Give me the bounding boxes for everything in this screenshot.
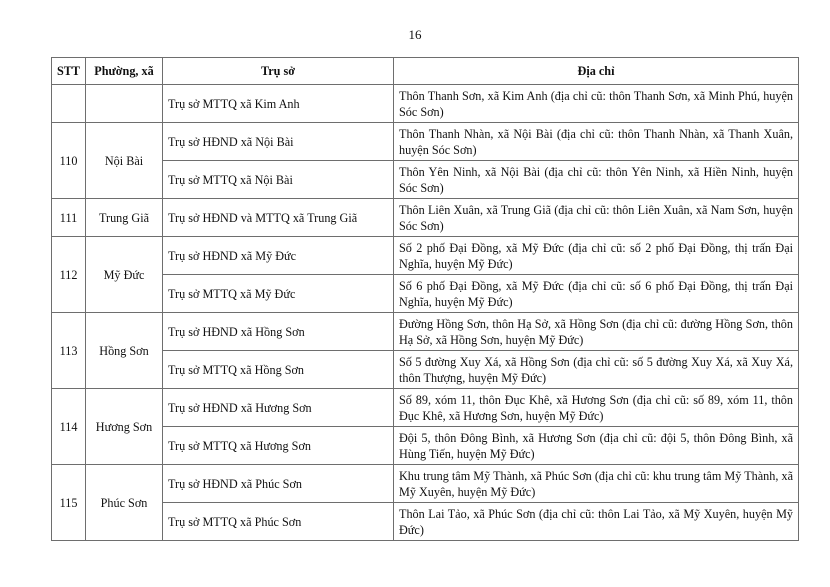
ward-cell: Phúc Sơn	[86, 465, 163, 541]
headquarters-cell: Trụ sở HĐND xã Hương Sơn	[163, 389, 394, 427]
headquarters-cell: Trụ sở MTTQ xã Kim Anh	[163, 85, 394, 123]
table-row	[52, 237, 799, 275]
headquarters-cell: Trụ sở MTTQ xã Phúc Sơn	[163, 503, 394, 541]
header-ward: Phường, xã	[86, 58, 163, 85]
table-row	[52, 427, 799, 465]
headquarters-cell: Trụ sở HĐND và MTTQ xã Trung Giã	[163, 199, 394, 237]
address-cell: Số 6 phố Đại Đồng, xã Mỹ Đức (địa chỉ cũ: số 6 phố Đại Đồng, thị trấn Đại Nghĩa, huyện Mỹ Đức)	[394, 275, 799, 313]
table-row	[52, 389, 799, 427]
address-cell: Đường Hồng Sơn, thôn Hạ Sở, xã Hồng Sơn (địa chỉ cũ: đường Hồng Sơn, thôn Hạ Sở, xã Hồng Sơn, huyện Mỹ Đức)	[394, 313, 799, 351]
table-row	[52, 465, 799, 503]
address-cell: Đội 5, thôn Đông Bình, xã Hương Sơn (địa chỉ cũ: đội 5, thôn Đông Bình, xã Hùng Tiến, huyện Mỹ Đức)	[394, 427, 799, 465]
ward-cell: Hồng Sơn	[86, 313, 163, 389]
table-row	[52, 85, 799, 123]
address-cell: Thôn Lai Tảo, xã Phúc Sơn (địa chỉ cũ: thôn Lai Tảo, xã Mỹ Xuyên, huyện Mỹ Đức)	[394, 503, 799, 541]
stt-cell: 111	[52, 199, 86, 237]
table-header-row	[52, 58, 799, 85]
table-row	[52, 503, 799, 541]
stt-cell: 114	[52, 389, 86, 465]
headquarters-cell: Trụ sở HĐND xã Phúc Sơn	[163, 465, 394, 503]
ward-cell	[86, 85, 163, 123]
table-row	[52, 123, 799, 161]
address-cell: Thôn Liên Xuân, xã Trung Giã (địa chỉ cũ: thôn Liên Xuân, xã Nam Sơn, huyện Sóc Sơn)	[394, 199, 799, 237]
ward-cell: Mỹ Đức	[86, 237, 163, 313]
address-cell: Số 5 đường Xuy Xá, xã Hồng Sơn (địa chỉ cũ: số 5 đường Xuy Xá, xã Xuy Xá, thôn Thượng, huyện Mỹ Đức)	[394, 351, 799, 389]
headquarters-table	[51, 57, 799, 541]
table-row	[52, 199, 799, 237]
stt-cell: 112	[52, 237, 86, 313]
table-row	[52, 275, 799, 313]
stt-cell	[52, 85, 86, 123]
ward-cell: Nội Bài	[86, 123, 163, 199]
stt-cell: 115	[52, 465, 86, 541]
header-headquarters: Trụ sở	[163, 58, 394, 85]
header-stt: STT	[52, 58, 86, 85]
headquarters-cell: Trụ sở MTTQ xã Nội Bài	[163, 161, 394, 199]
address-cell: Số 89, xóm 11, thôn Đục Khê, xã Hương Sơn (địa chỉ cũ: số 89, xóm 11, thôn Đục Khê, xã Hương Sơn, huyện Mỹ Đức)	[394, 389, 799, 427]
address-cell: Số 2 phố Đại Đồng, xã Mỹ Đức (địa chỉ cũ: số 2 phố Đại Đồng, thị trấn Đại Nghĩa, huyện Mỹ Đức)	[394, 237, 799, 275]
headquarters-cell: Trụ sở HĐND xã Hồng Sơn	[163, 313, 394, 351]
table-row	[52, 313, 799, 351]
headquarters-cell: Trụ sở MTTQ xã Hồng Sơn	[163, 351, 394, 389]
ward-cell: Trung Giã	[86, 199, 163, 237]
address-cell: Khu trung tâm Mỹ Thành, xã Phúc Sơn (địa chỉ cũ: khu trung tâm Mỹ Thành, xã Mỹ Xuyên, huyện Mỹ Đức)	[394, 465, 799, 503]
address-cell: Thôn Thanh Nhàn, xã Nội Bài (địa chỉ cũ: thôn Thanh Nhàn, xã Thanh Xuân, huyện Sóc Sơn)	[394, 123, 799, 161]
headquarters-cell: Trụ sở MTTQ xã Mỹ Đức	[163, 275, 394, 313]
stt-cell: 110	[52, 123, 86, 199]
stt-cell: 113	[52, 313, 86, 389]
headquarters-cell: Trụ sở MTTQ xã Hương Sơn	[163, 427, 394, 465]
ward-cell: Hương Sơn	[86, 389, 163, 465]
address-cell: Thôn Thanh Sơn, xã Kim Anh (địa chỉ cũ: thôn Thanh Sơn, xã Minh Phú, huyện Sóc Sơn)	[394, 85, 799, 123]
header-address: Địa chỉ	[394, 58, 799, 85]
page-number: 16	[408, 27, 422, 42]
headquarters-cell: Trụ sở HĐND xã Nội Bài	[163, 123, 394, 161]
headquarters-cell: Trụ sở HĐND xã Mỹ Đức	[163, 237, 394, 275]
address-cell: Thôn Yên Ninh, xã Nội Bài (địa chỉ cũ: thôn Yên Ninh, xã Hiền Ninh, huyện Sóc Sơn)	[394, 161, 799, 199]
table-row	[52, 161, 799, 199]
table-row	[52, 351, 799, 389]
